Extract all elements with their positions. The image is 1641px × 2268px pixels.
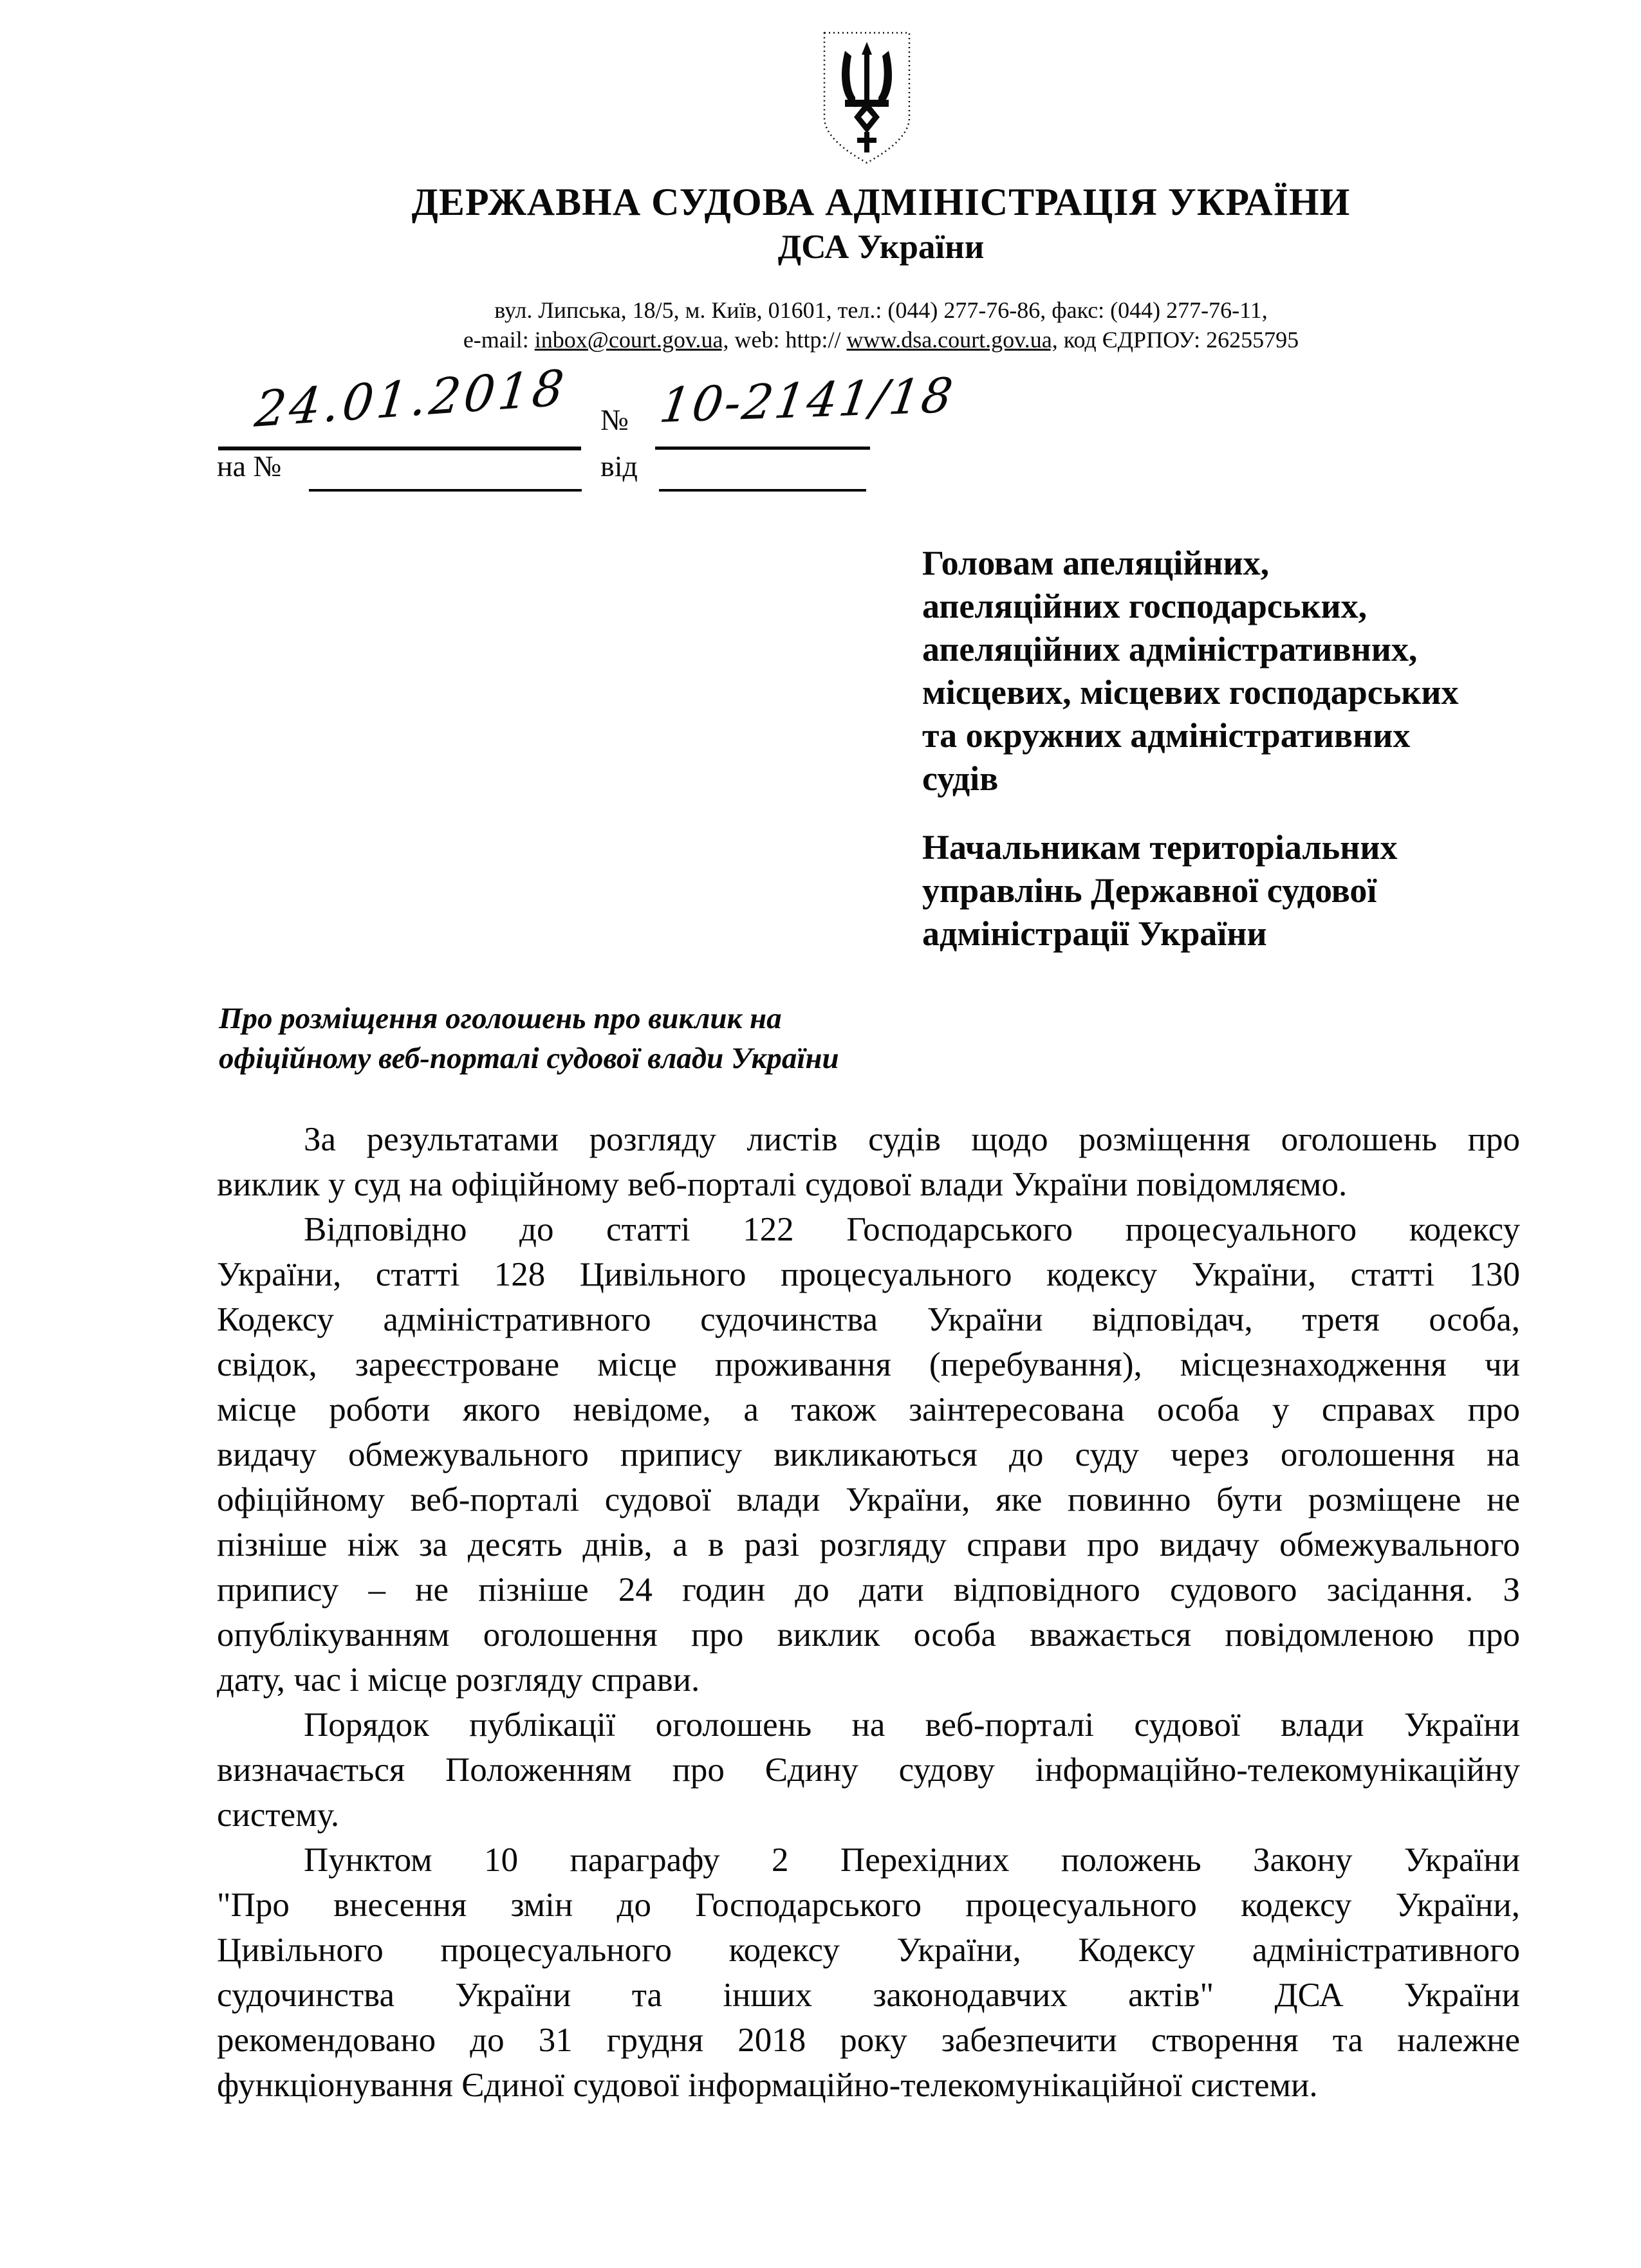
addressee-line: управлінь Державної судової xyxy=(922,871,1377,910)
body-line: судочинства України та інших законодавчих актів" ДСА України xyxy=(217,1977,1520,2014)
addressee-line: Головам апеляційних, xyxy=(922,544,1270,582)
body-line: України, статті 128 Цивільного процесуального кодексу України, статті 130 xyxy=(217,1256,1520,1293)
subject-line: Про розміщення оголошень про виклик на xyxy=(219,1002,782,1035)
reply-to-number-label: на № xyxy=(217,450,282,483)
org-address-line: вул. Липська, 18/5, м. Київ, 01601, тел.: (044) 277-76-86, факс: (044) 277-76-11, xyxy=(494,297,1268,323)
body-line: виклик у суд на офіційному веб-порталі судової влади України повідомляємо. xyxy=(217,1166,1348,1203)
addressee-block-courts xyxy=(922,542,1459,800)
body-line: рекомендовано до 31 грудня 2018 року забезпечити створення та належне xyxy=(217,2022,1520,2059)
addressee-line: та окружних адміністративних xyxy=(922,716,1411,755)
handwritten-date: 24.01.2018 xyxy=(252,358,570,438)
body-line: свідок, зареєстроване місце проживання (перебування), місцезнаходження чи xyxy=(217,1346,1520,1383)
body-line: функціонування Єдиної судової інформаційно-телекомунікаційної системи. xyxy=(217,2067,1318,2104)
ukraine-trident-emblem-icon xyxy=(818,29,916,167)
edrpou-value: код ЄДРПОУ: 26255795 xyxy=(1057,327,1299,353)
org-short-name: ДСА України xyxy=(777,228,985,266)
subject-line: офіційному веб-порталі судової влади України xyxy=(219,1042,839,1075)
handwritten-outgoing-number: 10-2141/18 xyxy=(656,367,958,434)
body-line: систему. xyxy=(217,1796,340,1834)
body-line: офіційному веб-порталі судової влади України, яке повинно бути розміщене не xyxy=(217,1481,1520,1518)
addressee-line: Начальникам територіальних xyxy=(922,828,1398,867)
body-line: припису – не пізніше 24 годин до дати відповідного судового засідання. З xyxy=(217,1571,1520,1609)
web-value: www.dsa.court.gov.ua, xyxy=(846,327,1058,353)
body-line: Кодексу адміністративного судочинства України відповідач, третя особа, xyxy=(217,1301,1520,1338)
number-underline xyxy=(655,447,870,450)
reply-from-date-blank-line xyxy=(659,489,866,492)
body-line: визначається Положенням про Єдину судову інформаційно-телекомунікаційну xyxy=(217,1751,1520,1789)
body-line: дату, час і місце розгляду справи. xyxy=(217,1661,700,1699)
reply-from-date-label: від xyxy=(600,450,638,483)
body-line: пізніше ніж за десять днів, а в разі розгляду справи про видачу обмежувального xyxy=(217,1526,1520,1563)
subject-block xyxy=(219,999,839,1078)
body-line: Пунктом 10 параграфу 2 Перехідних положень Закону України xyxy=(304,1841,1520,1879)
addressee-line: місцевих, місцевих господарських xyxy=(922,673,1459,712)
body-line: місце роботи якого невідоме, а також заінтересована особа у справах про xyxy=(217,1391,1520,1428)
body-line: "Про внесення змін до Господарського процесуального кодексу України, xyxy=(217,1886,1520,1924)
body-line: Цивільного процесуального кодексу України, Кодексу адміністративного xyxy=(217,1931,1520,1969)
addressee-block-territorial xyxy=(922,826,1397,955)
email-value: inbox@court.gov.ua, xyxy=(534,327,729,353)
reply-to-number-blank-line xyxy=(309,489,582,492)
org-name: ДЕРЖАВНА СУДОВА АДМІНІСТРАЦІЯ УКРАЇНИ xyxy=(411,181,1351,223)
addressee-line: апеляційних господарських, xyxy=(922,587,1368,625)
body-line: Відповідно до статті 122 Господарського процесуального кодексу xyxy=(304,1211,1520,1248)
letter-body xyxy=(217,1117,1520,2108)
body-line: видачу обмежувального припису викликаються до суду через оголошення на xyxy=(217,1436,1520,1473)
addressee-line: судів xyxy=(922,759,999,798)
number-sign-label: № xyxy=(600,403,629,436)
body-line: За результатами розгляду листів судів щодо розміщення оголошень про xyxy=(304,1121,1520,1158)
body-line: опублікуванням оголошення про виклик особа вважається повідомленою про xyxy=(217,1616,1520,1654)
org-contact-line xyxy=(60,326,1641,353)
addressee-line: адміністрації України xyxy=(922,914,1267,953)
email-label: e-mail: xyxy=(463,327,535,353)
addressee-line: апеляційних адміністративних, xyxy=(922,630,1418,668)
body-line: Порядок публікації оголошень на веб-порталі судової влади України xyxy=(304,1706,1520,1744)
web-label: web: http:// xyxy=(728,327,847,353)
